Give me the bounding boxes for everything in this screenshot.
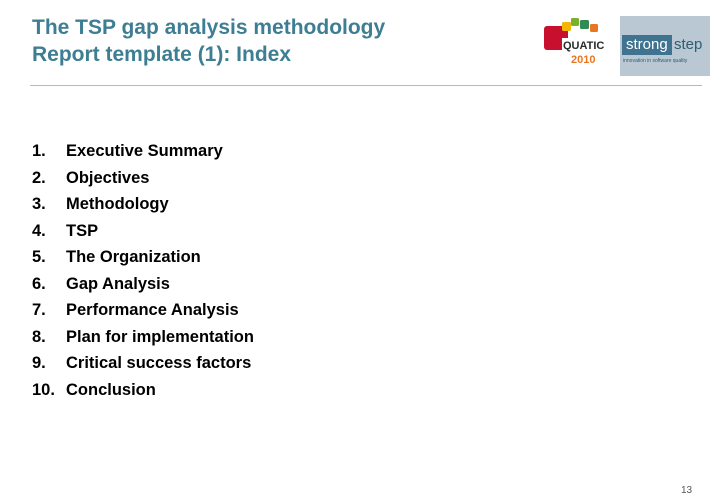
index-item-label: Critical success factors <box>66 354 252 372</box>
index-item <box>32 218 254 245</box>
index-item-label: TSP <box>66 221 99 240</box>
index-item <box>32 244 254 271</box>
index-item <box>32 350 254 377</box>
index-item-label: Plan for implementation <box>66 327 254 346</box>
index-item-number: 3. <box>32 195 46 213</box>
slide-title-line-1: The TSP gap analysis methodology <box>32 16 386 39</box>
index-item-label: Performance Analysis <box>66 301 239 319</box>
strongstep-logo-strong: strong <box>622 35 672 55</box>
index-item-label: Gap Analysis <box>66 274 170 293</box>
index-item-number: 8. <box>32 327 46 346</box>
index-item <box>32 271 254 298</box>
index-item-label: Executive Summary <box>66 142 223 160</box>
index-item-number: 9. <box>32 354 46 372</box>
slide-title <box>32 14 385 68</box>
index-item-number: 1. <box>32 142 46 160</box>
index-item <box>32 377 254 404</box>
index-item <box>32 165 254 192</box>
index-item-label: Conclusion <box>66 380 156 399</box>
index-item-number: 10. <box>32 380 55 399</box>
index-item-number: 6. <box>32 274 46 293</box>
index-item-number: 2. <box>32 168 46 187</box>
strongstep-logo-step: step <box>674 36 703 53</box>
index-item <box>32 297 254 324</box>
quatic-logo-text: QUATIC <box>563 40 605 52</box>
title-divider <box>30 85 702 86</box>
index-item-number: 4. <box>32 221 46 240</box>
index-item <box>32 138 254 165</box>
index-item-number: 5. <box>32 248 46 266</box>
slide-title-line-2: Report template (1): Index <box>32 43 292 66</box>
index-list <box>32 138 254 403</box>
index-item-label: Methodology <box>66 195 169 213</box>
logo-area <box>540 10 710 76</box>
index-item <box>32 191 254 218</box>
quatic-2010-logo <box>540 10 620 76</box>
index-item <box>32 324 254 351</box>
index-item-number: 7. <box>32 301 46 319</box>
strongstep-tagline: innovation in software quality <box>623 58 688 64</box>
page-number: 13 <box>681 485 693 496</box>
index-item-label: The Organization <box>66 248 201 266</box>
quatic-logo-year: 2010 <box>571 54 596 66</box>
index-item-label: Objectives <box>66 168 150 187</box>
